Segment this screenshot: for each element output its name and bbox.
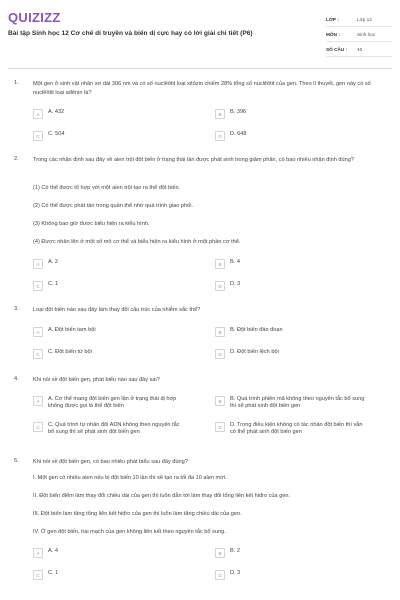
meta-row-class: [326, 12, 392, 27]
question-text: Khi nói về đột biến gen, có bao nhiêu phát biểu sau đây đúng?: [33, 459, 188, 465]
option-text: B. 2: [230, 548, 240, 554]
option-a[interactable]: [33, 109, 183, 121]
option-text: D. Đột biến lệch bội: [230, 349, 279, 355]
statement: (4) Được nhân lên ở một số mô cơ thể và biểu hiện ra kiểu hình ở một phần cơ thể.: [33, 239, 241, 245]
statement: I. Một gen có nhiều alen nếu bị đột biến 10 lần thì sẽ tạo ra tối đa 10 alen mới.: [33, 475, 227, 481]
option-letter-box: A: [33, 109, 43, 119]
meta-row-count: [326, 42, 392, 57]
meta-key: SỐ CÂU :: [326, 46, 348, 52]
option-b[interactable]: [215, 259, 365, 271]
option-text: C. 1: [48, 281, 59, 287]
option-b[interactable]: [215, 327, 365, 339]
option-letter-box: D: [215, 131, 225, 141]
meta-key: LỚP :: [326, 16, 339, 22]
option-b[interactable]: [215, 548, 365, 560]
option-text: D. 3: [230, 570, 241, 576]
option-d[interactable]: [215, 349, 365, 361]
option-b[interactable]: [215, 109, 365, 121]
option-letter-box: B: [215, 327, 225, 337]
option-letter-box: D: [215, 422, 225, 432]
option-letter-box: D: [215, 570, 225, 580]
meta-value: Lớp 12: [357, 16, 372, 22]
option-letter-box: B: [215, 109, 225, 119]
question-number: 2.: [14, 156, 19, 162]
option-d[interactable]: [215, 422, 365, 434]
option-a[interactable]: [33, 327, 183, 339]
worksheet-title: Bài tập Sinh học 12 Cơ chế di truyền và biến dị cực hay có lời giải chi tiết (P6): [8, 30, 253, 37]
question-text: Trong các nhận định sau đây về alen trội đột biến ở trạng thái lần được phát sinh trong giảm phân, có bao nhiêu nhận định đúng?: [33, 157, 354, 163]
option-c[interactable]: [33, 281, 183, 293]
option-text: D. 648: [230, 131, 247, 137]
option-c[interactable]: [33, 422, 183, 434]
option-a[interactable]: [33, 396, 183, 408]
option-letter-box: A: [33, 396, 43, 406]
option-letter-box: C: [33, 131, 43, 141]
question-text: Khi nói về đột biến gen, phát biểu nào sau đây sai?: [33, 377, 160, 383]
option-d[interactable]: [215, 281, 365, 293]
option-letter-box: A: [33, 327, 43, 337]
option-letter-box: C: [33, 570, 43, 580]
option-c[interactable]: [33, 131, 183, 143]
option-text: C. Đột biến tứ bội: [48, 349, 92, 355]
question-number: 5.: [14, 458, 19, 464]
option-text: B. 396: [230, 109, 247, 115]
option-letter-box: C: [33, 422, 43, 432]
option-letter-box: A: [33, 259, 43, 269]
option-text: B. Đột biến đảo đoạn: [230, 327, 283, 333]
statement: (2) Có thể được phát tán trong quần thể nhờ quá trình giao phối.: [33, 203, 194, 209]
statement: (3) Không bao giờ được biểu hiện ra kiểu hình.: [33, 221, 150, 227]
option-letter-box: B: [215, 548, 225, 558]
option-text: D. 3: [230, 281, 241, 287]
option-text: C. 1: [48, 570, 59, 576]
option-letter-box: C: [33, 349, 43, 359]
statement: III. Đột biến làm tăng tổng liên kết hiđro của gen thì luôn làm tăng chiều dài của gen.: [33, 511, 242, 517]
option-d[interactable]: [215, 131, 365, 143]
header-divider: [8, 68, 392, 69]
option-text: A. 4: [48, 548, 58, 554]
statement: IV. Ở gen đột biến, hai mạch của gen không liên kết theo nguyên tắc bổ sung.: [33, 529, 226, 535]
meta-row-subject: [326, 27, 392, 42]
question-text: Loại đột biến nào sau đây làm thay đổi cấu trúc của nhiễm sắc thể?: [33, 307, 201, 313]
meta-key: MÔN :: [326, 31, 340, 37]
worksheet-header: [0, 0, 400, 66]
statement: II. Đột biến điểm làm thay đổi chiều dài của gen thì luôn dẫn tới làm thay đổi tổng liên kết hiđro của gen.: [33, 493, 291, 499]
option-text: B. 4: [230, 259, 240, 265]
option-letter-box: B: [215, 396, 225, 406]
option-text: A. 2: [48, 259, 58, 265]
option-text: A. 432: [48, 109, 65, 115]
option-a[interactable]: [33, 548, 183, 560]
option-d[interactable]: [215, 570, 365, 582]
question-number: 4.: [14, 376, 19, 382]
option-c[interactable]: [33, 570, 183, 582]
quizizz-logo: QUIZIZZ: [8, 10, 61, 25]
question-number: 1.: [14, 80, 19, 86]
option-text: B. Quá trình phiên mã không theo nguyên tắc bổ sung thì sẽ phát sinh đột biến gen: [230, 396, 365, 409]
option-text: A. Đột biến tam bội: [48, 327, 96, 333]
option-text: A. Cơ thể mang đột biến gen lặn ở trạng thái dị hợp không được gọi là thể đột biến: [48, 396, 177, 409]
option-b[interactable]: [215, 396, 365, 408]
meta-value: 40: [357, 46, 363, 52]
meta-value: Sinh học: [357, 31, 376, 37]
statement: (1) Có thể được tổ hợp với một alen trội tạo ra thể đột biến.: [33, 185, 181, 191]
question-number: 3.: [14, 306, 19, 312]
option-a[interactable]: [33, 259, 183, 271]
option-text: D. Trong điều kiện không có tác nhân đột biến thì vẫn có thể phát sinh đột biến gen: [230, 422, 363, 435]
option-c[interactable]: [33, 349, 183, 361]
question-text: Một gen ở sinh vật nhân sơ dài 306 nm và có số nuclêôtit loại xitôzin chiếm 28% tổng số nuclêôtit của gen. Theo lí thuyết, gen này có số nuclêôtit loại ađênin là?: [33, 81, 371, 96]
option-letter-box: D: [215, 349, 225, 359]
worksheet-meta: [326, 12, 392, 57]
option-text: C. 504: [48, 131, 65, 137]
option-letter-box: C: [33, 281, 43, 291]
option-letter-box: D: [215, 281, 225, 291]
option-letter-box: A: [33, 548, 43, 558]
option-letter-box: B: [215, 259, 225, 269]
option-text: C. Quá trình tự nhân đôi ADN không theo nguyên tắc bổ sung thì sẽ phát sinh đột biến gen: [48, 422, 180, 435]
